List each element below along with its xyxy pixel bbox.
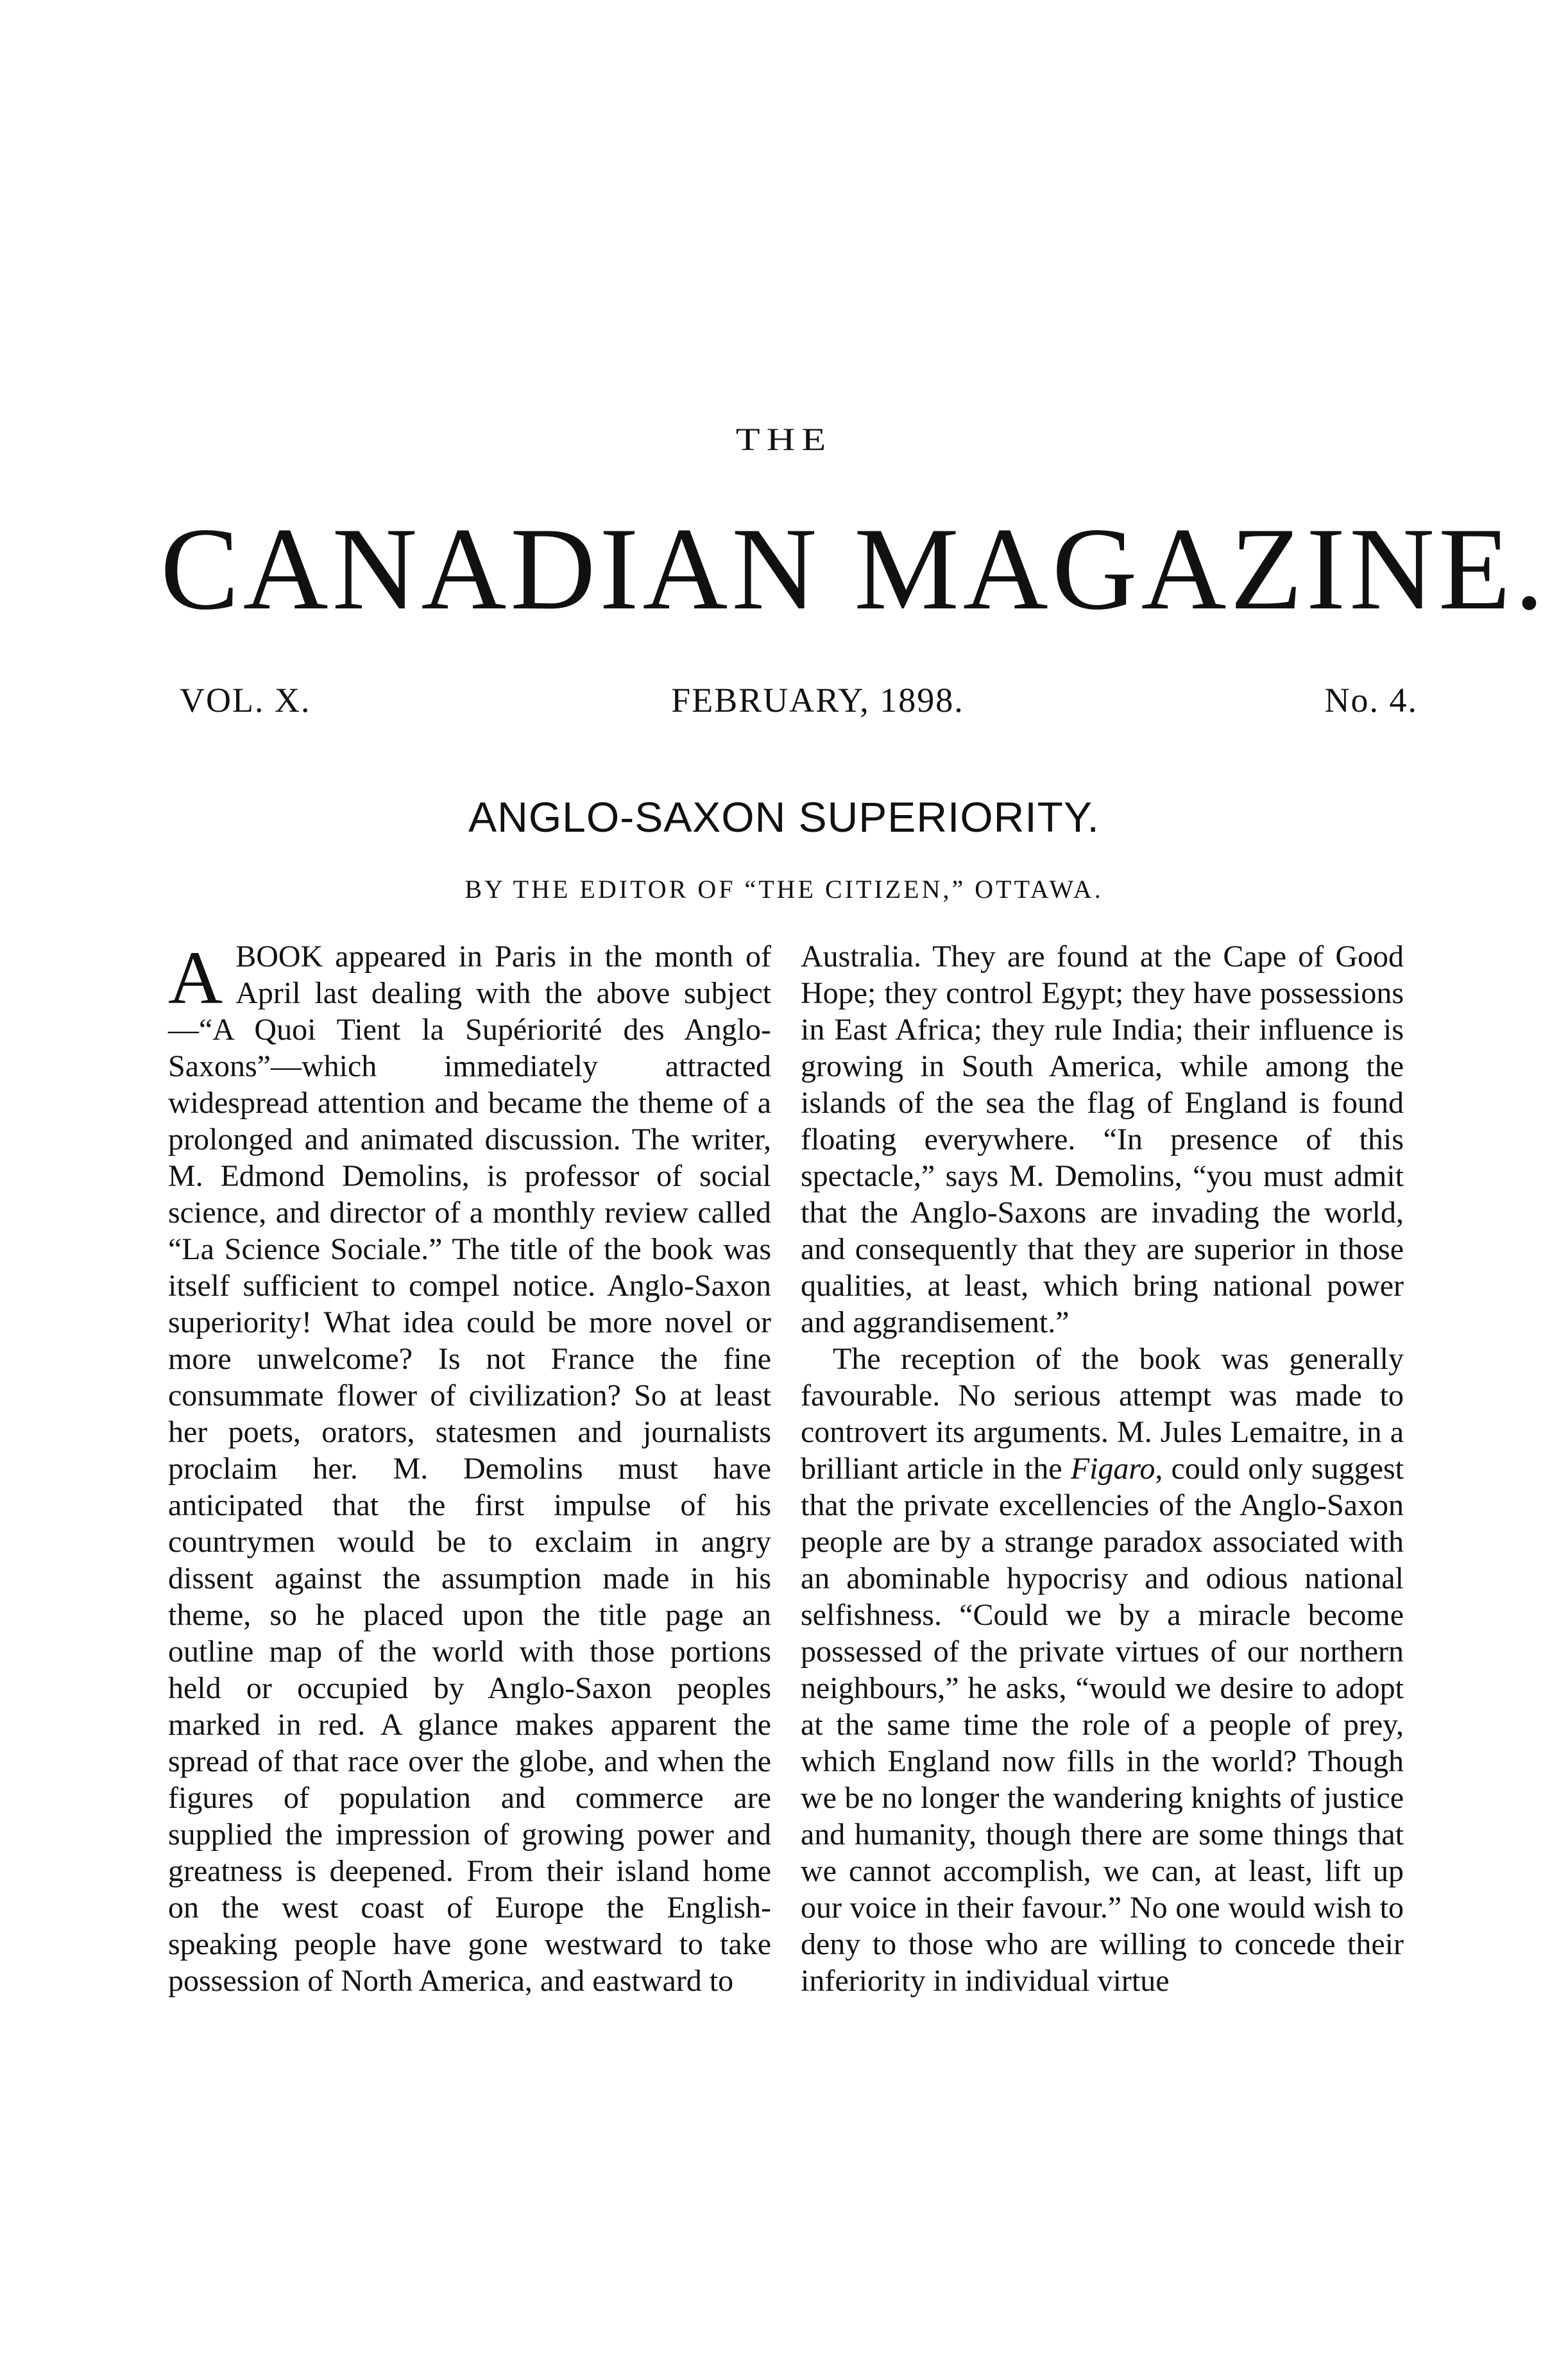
paragraph (168, 938, 771, 1999)
issue-number: No. 4. (1324, 681, 1418, 719)
magazine-title: CANADIAN MAGAZINE. (160, 503, 1548, 634)
paragraph-text: BOOK appeared in Paris in the month of April last dealing with the above subject—“A Quoi Tient la Supériorité des Anglo-Saxons”—which immediately attracted widespread attention and became the theme of a prolonged and animated discussion. The writer, M. Edmond Demolins, is professor of social science, and director of a monthly review called “La Science Sociale.” The title of the book was itself sufficient to compel notice. Anglo-Saxon superiority! What idea could be more novel or more unwelcome? Is not France the fine consummate flower of civilization? So at least her poets, orators, statesmen and journalists proclaim her. M. Demolins must have anticipated that the first impulse of his countrymen would be to exclaim in angry dissent against the assumption made in his theme, so he placed upon the title page an outline map of the world with those portions held or occupied by Anglo-Saxon peoples marked in red. A glance makes apparent the spread of that race over the globe, and when the figures of population and commerce are supplied the impression of growing power and greatness is deepened. From their island home on the west coast of Europe the English-speaking people have gone westward to take possession of North America, and eastward to (168, 940, 771, 1998)
left-column (168, 938, 771, 1999)
issue-line (180, 680, 1418, 720)
paragraph-text: The reception of the book was generally favourable. No serious attempt was made to controvert its arguments. M. Jules Lemaitre, in a brilliant article in the (801, 1342, 1404, 1486)
volume-number: VOL. X. (180, 681, 311, 719)
issue-date: FEBRUARY, 1898. (671, 681, 964, 719)
paragraph-text: , could only suggest that the private excellencies of the Anglo-Saxon people are by a strange paradox associated with an abominable hypocrisy and odious national selfishness. “Could we by a miracle become possessed of the private virtues of our northern neighbours,” he asks, “would we desire to adopt at the same time the role of a people of prey, which England now fills in the world? Though we be no longer the wandering knights of justice and humanity, though there are some things that we cannot accomplish, we can, at least, lift up our voice in their favour.” No one would wish to deny to those who are willing to concede their inferiority in individual virtue (801, 1452, 1404, 1998)
drop-cap: A (168, 936, 223, 1020)
masthead-the: THE (735, 422, 833, 458)
paragraph: Australia. They are found at the Cape of Good Hope; they control Egypt; they have possessions in East Africa; they rule India; their influence is growing in South America, while among the islands of the sea the flag of England is found floating everywhere. “In presence of this spectacle,” says M. Demolins, “you must admit that the Anglo-Saxons are invading the world, and consequently that they are superior in those qualities, at least, which bring national power and aggrandisement.” (801, 940, 1404, 1339)
article-byline: BY THE EDITOR OF “THE CITIZEN,” OTTAWA. (464, 875, 1104, 904)
right-column (801, 938, 1404, 1999)
article-title: ANGLO-SAXON SUPERIORITY. (468, 793, 1100, 841)
figaro-title: Figaro (1070, 1452, 1155, 1486)
paragraph (801, 1341, 1404, 1999)
